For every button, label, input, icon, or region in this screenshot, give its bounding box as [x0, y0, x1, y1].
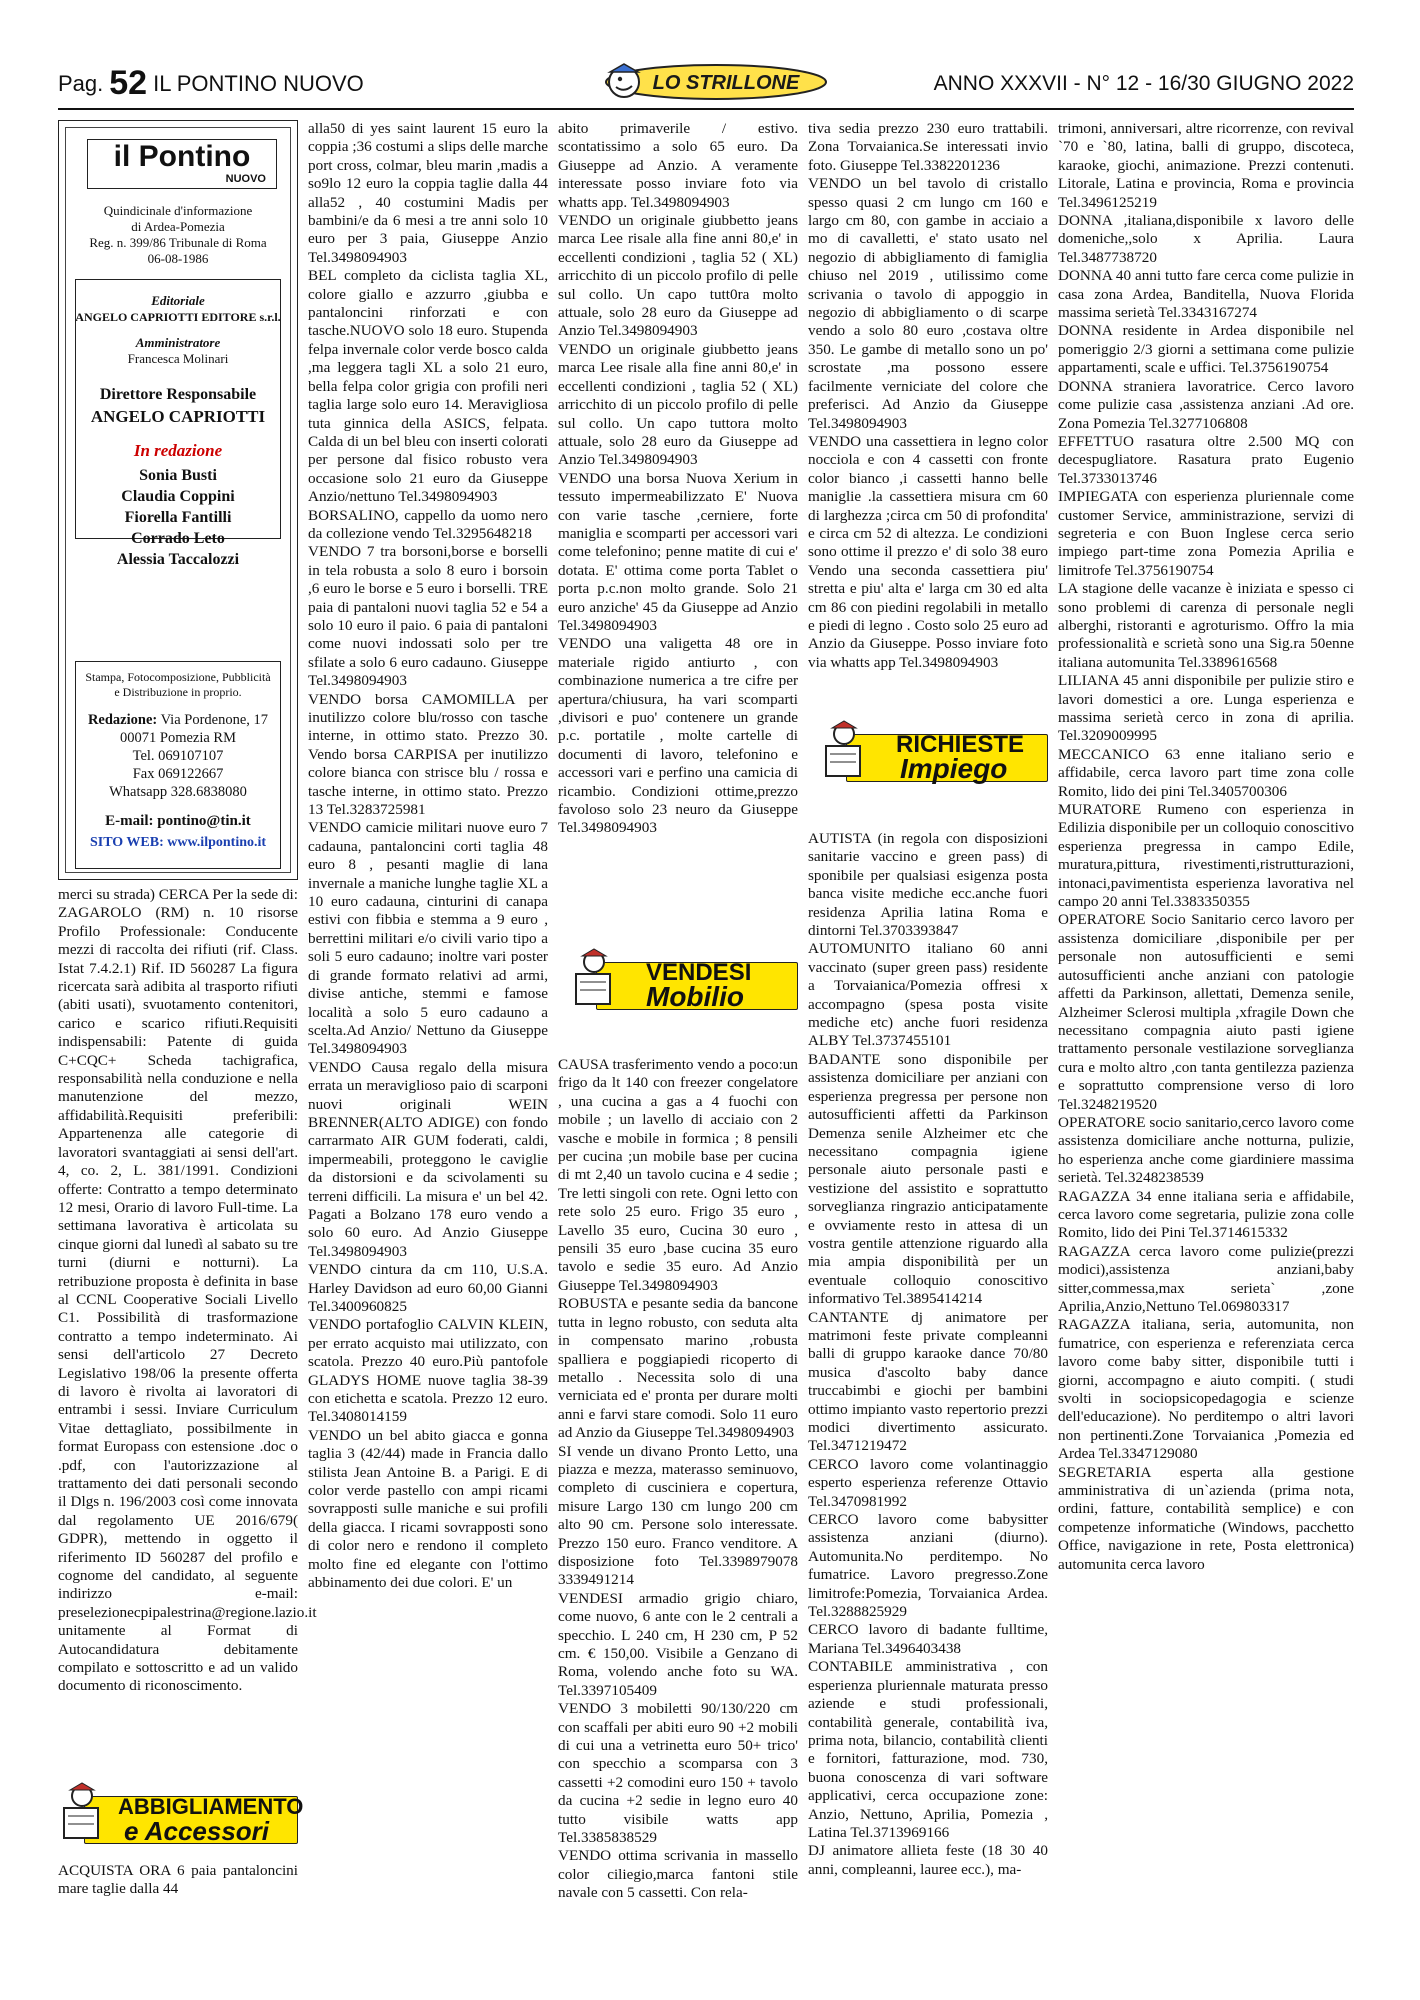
classified-ad: RAGAZZA 34 enne italiana seria e affidabile, cerca lavoro come segretaria, pulizie zona colle Romito, lido dei Pini Tel.3714615332	[1058, 1187, 1354, 1242]
amministratore-name: Francesca Molinari	[127, 351, 229, 366]
direttore-label: Direttore Responsabile	[99, 386, 257, 403]
redazione-label: In redazione	[133, 441, 223, 460]
paper-name: IL PONTINO NUOVO	[153, 71, 364, 96]
classified-ad: VENDO 3 mobiletti 90/130/220 cm con scaffali per abiti euro 90 +2 mobili di cui una a vetrinetta euro 50+ trico' con specchio a scomparsa con 3 cassetti +2 comodini euro 150 + tavolo da cucina +2 sedie in legno euro 40 tutto visibile watts app Tel.3385838529	[558, 1700, 798, 1847]
classified-ad: VENDO un bel tavolo di cristallo spesso quasi 2 cm lungo cm 160 e largo cm 80, con gambe in acciaio a mo di cavalletti, e' stato usato nel negozio di abbigliamento di famiglia chiuso nel 2019 , utilissimo come scrivania o tavolo di appoggio in negozio di abbigliamento o di scarpe vendo a solo 80 euro ,costava oltre 350. Le gambe di metallo sono un po' scrostate ,ma possono essere facilmente verniciate del colore che preferisci. Ad Anzio da Giuseppe Tel.3498094903	[808, 175, 1048, 432]
banner-line-1: RICHIESTE	[896, 731, 1025, 758]
banner-line-2: Mobilio	[646, 981, 744, 1012]
banner-line-1: ABBIGLIAMENTO	[118, 1794, 304, 1819]
issue-info: ANNO XXXVII - N° 12 - 16/30 GIUGNO 2022	[933, 72, 1354, 95]
classified-ad: DONNA 40 anni tutto fare cerca come pulizie in casa zona Ardea, Banditella, Nuova Florida massima serietà Tel.3343167274	[1058, 267, 1354, 322]
classified-ad: BADANTE sono disponibile per assistenza domiciliare per anziani con esperienza pregressa per persone non autosufficienti affetti da Parkinson Demenza senile Alzheimer etc che necessitano compagnia igiene personale aiuto personale pasti e vestizione del assistito e soprattutto sorveglianza ringrazio anticipatamente e ovviamente resto in attesa di un vostra gentile attenzione riguardo alla mia ampia disponibilità per un eventuale colloquio conoscitivo informativo Tel.3895414214	[808, 1050, 1048, 1308]
classified-ad: VENDO camicie militari nuove euro 7 cadauna, pantaloncini corti taglia 48 euro 8 , pesanti maglie di lana invernale a maniche lunghe taglie XL a 10 euro cadauna, cinturini di canapa estivi con fibbia e stemma a 9 euro , berrettini militari e/o civili vario tipo a soli 5 euro cadauno; inoltre vari poster di grande formato relativi ad armi, divise antiche, stemmi e famose località a solo 5 euro cadauno a scelta.Ad Anzio/ Nettuno da Giuseppe Tel.3498094903	[308, 819, 548, 1058]
masthead-info-1: Quindicinale d'informazione	[103, 203, 253, 218]
classified-ad: CERCO lavoro come volantinaggio esperto esperienza referenze Ottavio Tel.3470981992	[808, 1455, 1048, 1510]
classified-ad: SEGRETARIA esperta alla gestione amministrativa di un`azienda (prima nota, ordini, fatture, contabilità semplice) e con competenze informatiche (Windows, pacchetto Office, navigazione in rete, Posta elettronica) automunita cerca lavoro	[1058, 1463, 1354, 1573]
classified-ad: ROBUSTA e pesante sedia da bancone tutta in legno robusto, con seduta alta in compensato marino ,robusta spalliera e poggiapiedi ricoperto di metallo . Necessita solo di una verniciata ed e' pronta per durare molti anni e farvi stare comodi. Solo 11 euro ad Anzio da Giuseppe Tel.3498094903	[558, 1295, 798, 1442]
classified-ad: MECCANICO 63 enne italiano serio e affidabile, cerca lavoro part time zona colle Romito, lido dei pini Tel.3405700306	[1058, 745, 1354, 800]
section-banner-abbigliamento	[58, 1778, 304, 1848]
logo-text: LO STRILLONE	[652, 72, 800, 94]
column-1	[58, 886, 317, 1696]
address-line-2: 00071 Pomezia RM	[120, 730, 236, 746]
email-link[interactable]: E-mail: pontino@tin.it	[105, 813, 251, 829]
staff-member: Alessia Taccalozzi	[116, 551, 240, 568]
classified-ad: DONNA ,italiana,disponibile x lavoro delle domeniche,,solo x Aprilia. Laura Tel.3487738720	[1058, 212, 1354, 266]
classified-ad: OPERATORE socio sanitario,cerco lavoro come assistenza domiciliare anche notturna, pulizie, ho esperienza anche come giardiniere massima serietà. Tel.3248238539	[1058, 1113, 1354, 1187]
editoriale-name: ANGELO CAPRIOTTI EDITORE s.r.l.	[75, 310, 281, 324]
classified-ad: CONTABILE amministrativa , con esperienza pluriennale maturata presso aziende e studi professionali, contabilità generale, contabilità iva, prima nota, bilancio, contabilità clienti e fornitori, fatturazione, mod. 730, buona conoscenza di vari software applicativi, cerca occupazione zone: Anzio, Nettuno, Aprilia, Pomezia , Latina Tel.3713969166	[808, 1658, 1048, 1841]
column-3-mobilio	[558, 1056, 798, 1903]
staff-member: Claudia Coppini	[121, 488, 235, 505]
classified-ad: RAGAZZA italiana, seria, automunita, non fumatrice, con esperienza e referenziata cerca lavoro come baby sitter, disponibile tutti i giorni, accompagno e aiuto compiti. ( studi svolti in sociopsicopedagogia e scienze dell'educazione). No perditempo o altri lavori non pertinenti.Zone Torvaianica ,Pomezia ed Ardea Tel.3347129080	[1058, 1316, 1354, 1463]
header-left	[58, 64, 364, 103]
classified-ad: merci su strada) CERCA Per la sede di: ZAGAROLO (RM) n. 10 risorse Profilo Professionale: Conducente mezzi di raccolta dei rifiuti (rif. Class. Istat 7.4.2.1) Rif. ID 560287 La figura ricercata sarà adibita al trasporto rifiuti (abiti usati), svuotamento contenitori, carico e scarico rifiuti.Requisiti indispensabili: Patente di guida C+CQC+ Scheda tachigrafica, responsabilità nella conduzione e nella manutenzione del mezzo, affidabilità.Requisiti preferibili: Appartenenza alle categorie di lavoratori svantaggiati ai sensi dell'art. 4, co. 2, L. 381/1991. Condizioni offerte: Contratto a tempo determinato 12 mesi, Orario di lavoro Full-time. La settimana lavorativa è articolata su cinque giorni dal lunedì al sabato su tre turni (diurni e notturni). La retribuzione proposta è definita in base al CCNL Cooperative Sociali Livello C1. Possibilità di trasformazione contratto a tempo indeterminato. Ai sensi dell'articolo 27 Decreto Legislativo 198/06 la presente offerta di lavoro è rivolta ai lavoratori di entrambi i sessi. Inviare Curriculum Vitae dettagliato, possibilmente in format Europass con estensione .doc o .pdf, con l'autorizzazione al trattamento dei dati personali secondo il Dlgs n. 196/2003 così come innovata dal regolamento UE 2016/679( GDPR), mettendo in oggetto il riferimento ID 560287 del profilo e cognome del candidato, al seguente indirizzo e-mail: preselezionecpipalestrina@regione.lazio.it unitamente al Format di Autocandidatura debitamente compilato e sottoscritto e ad un valido documento di riconoscimento.	[58, 886, 317, 1695]
classified-ad: LILIANA 45 anni disponibile per pulizie stiro e lavori domestici a ore. Lunga esperienza e massima serietà cerco in zona di aprilia. Tel.3209009995	[1058, 672, 1354, 745]
classified-ad: VENDO portafoglio CALVIN KLEIN, per errato acquisto mai utilizzato, con scatola. Prezzo 40 euro.Più pantofole GLADYS HOME nuove taglia 38-39 con etichetta e scatola. Prezzo 12 euro. Tel.3408014159	[308, 1316, 548, 1426]
classified-ad: trimoni, anniversari, altre ricorrenze, con revival `70 e `80, latina, balli di gruppo, discoteca, karaoke, giochi, animazione. Prezzi contenuti. Litorale, Latina e provincia, Roma e provincia Tel.3496125219	[1058, 120, 1354, 211]
masthead-info-2: di Ardea-Pomezia	[131, 219, 225, 234]
classified-ad: alla50 di yes saint laurent 15 euro la coppia ;36 costumi a slips delle marche port cross, colmar, bleu marin ,madis a so9lo 12 euro la coppia taglie dalla 44 alla52 , 40 costumini Madis per bambini/e da 6 mesi a tre anni solo 10 euro per 3 paia, Giuseppe Anzio Tel.3498094903	[308, 120, 548, 266]
newsboy-icon	[820, 720, 876, 782]
column-5	[1058, 120, 1354, 1574]
column-1-bottom	[58, 1862, 298, 1899]
editoriale-label: Editoriale	[151, 293, 205, 308]
contacts	[69, 711, 287, 801]
classified-ad: CERCO lavoro come babysitter assistenza anziani (diurno). Automunita.No perditempo. No fumatrice. Lavoro pregresso.Zone limitrofe:Pomezia, Torvaianica Ardea. Tel.3288825929	[808, 1511, 1048, 1621]
page-number: 52	[109, 64, 148, 102]
classified-ad: VENDO cintura da cm 110, U.S.A. Harley Davidson ad euro 60,00 Gianni Tel.3400960825	[308, 1261, 548, 1315]
section-banner-richieste	[820, 716, 1048, 786]
classified-ad: VENDESI armadio grigio chiaro, come nuovo, 6 ante con le 2 centrali a specchio. L 240 cm, H 230 cm, P 52 cm. € 150,00. Visibile a Genzano di Roma, volendo anche foto su WA. Tel.3397105409	[558, 1589, 798, 1699]
classified-ad: MURATORE Rumeno con esperienza in Edilizia disponibile per un colloquio conoscitivo esperienza pregressa in campo Edile, muratura,pittura, rivestimenti,ristrutturazioni, intonaci,pavimentista esperienza lavorativa nel campo 20 anni Tel.3383350355	[1058, 801, 1354, 911]
print-info-2: e Distribuzione in proprio.	[114, 685, 242, 699]
classified-ad: VENDO 7 tra borsoni,borse e borselli in tela robusta a solo 8 euro i borsoin ,6 euro le borse e 5 euro i borselli. TRE paia di pantaloni nuovi taglia 52 e 54 a solo 10 euro il paio. 6 paia di pantaloni come nuovi indossati solo per tre sfilate a solo 6 euro cadauno. Giuseppe Tel.3498094903	[308, 543, 548, 690]
classified-ad: LA stagione delle vacanze è iniziata e spesso ci sono problemi di carenza di personale negli alberghi, ristoranti e agroturismo. Offro la mia professionalità e scrietà sono una Sig.ra 50enne italiana automunita Tel.3389616568	[1058, 580, 1354, 671]
fax: Fax 069122667	[132, 766, 224, 782]
banner-line-2: Impiego	[900, 753, 1008, 784]
classified-ad: ACQUISTA ORA 6 paia pantaloncini mare taglie dalla 44	[58, 1862, 298, 1898]
column-4	[808, 120, 1048, 672]
classified-ad: IMPIEGATA con esperienza pluriennale come customer Service, amministrazione, servizi di segreteria e con Buon Inglese cerca serio impiego part-time zona Pomezia Aprilia e limitrofe Tel.3756190754	[1058, 488, 1354, 579]
classified-ad: VENDO ottima scrivania in massello color ciliegio,marca fantoni stile navale con 5 cassetti. Con rela-	[558, 1847, 798, 1902]
masthead-subtitle: NUOVO	[225, 173, 266, 185]
classified-ad: DJ animatore allieta feste (18 30 40 anni, compleanni, lauree ecc.), ma-	[808, 1842, 1048, 1878]
classified-ad: AUTOMUNITO italiano 60 anni vaccinato (super green pass) residente a Torvaianica/Pomezia offresi x accompagno (spesa posta visite mediche etc) anche fuori residenza ALBY Tel.3737455101	[808, 940, 1048, 1050]
classified-ad: BORSALINO, cappello da uomo nero da collezione vendo Tel.3295648218	[308, 506, 548, 542]
classified-ad: CERCO lavoro di badante fulltime, Mariana Tel.3496403438	[808, 1621, 1048, 1657]
website-link[interactable]: SITO WEB: www.ilpontino.it	[89, 835, 267, 850]
classified-ad: VENDO una borsa Nuova Xerium in tessuto impermeabilizzato E' Nuova con varie tasche ,cerniere, forte maniglia e scomparti per accessori vari come telefonino; penne matite di cui e' dotata. E' ottima come porta Tablet o porta p.c.non molto grande. Solo 21 euro anziche' 45 da Giuseppe ad Anzio Tel.3498094903	[558, 469, 798, 634]
classified-ad: CAUSA trasferimento vendo a poco:un frigo da lt 140 con freezer congelatore , una cucina a gas a 4 fuochi con mobile ; un lavello di acciaio con 2 vasche e mobile in formica ; 8 pensili per cucina ;un mobile base per cucina di mt 2,40 un tavolo cucina e 4 sedie ; Tre letti singoli con rete. Ogni letto con rete solo 25 euro. Frigo 35 euro , Lavello 35 euro, Cucina 30 euro , pensili 35 euro ,base cucina 35 euro tavolo e sedie 35 euro. Ad Anzio Giuseppe Tel.3498094903	[558, 1056, 798, 1294]
staff-member: Corrado Leto	[131, 530, 225, 547]
classified-ad: EFFETTUO rasatura oltre 2.500 MQ con decespugliatore. Rasatura prato Eugenio Tel.3733013746	[1058, 432, 1354, 487]
classified-ad: SI vende un divano Pronto Letto, una piazza e mezza, materasso seminuovo, completo di cusciniera e copertura, misure Largo 130 cm lungo 200 cm alto 90 cm. Persone solo interessate. Prezzo 150 euro. Franco venditore. A disposizione foto Tel.3398979078 3339491214	[558, 1442, 798, 1589]
header-rule	[58, 108, 1354, 110]
page-label: Pag.	[58, 71, 104, 96]
classified-ad: VENDO Causa regalo della misura errata un meraviglioso paio di scarponi nuovi originali WEIN BRENNER(ALTO ADIGE) con fondo carrarmato AIR GUM foderati, caldi, impermeabili, proteggono le caviglie da distorsioni e da scivolamenti su terreni difficili. La misura e' un bel 42. Pagati a Bolzano 178 euro vendo a solo 60 euro. Ad Anzio Giuseppe Tel.3498094903	[308, 1058, 548, 1260]
classified-ad: tiva sedia prezzo 230 euro trattabili. Zona Torvaianica.Se interessati invio foto. Giuseppe Tel.3382201236	[808, 120, 1048, 174]
classified-ad: AUTISTA (in regola con disposizioni sanitarie vaccino e green pass) di sponibile per qualsiasi esigenza posta banca visite mediche ecc.anche fuori residenza Aprilia latina Roma e dintorni Tel.3703393847	[808, 830, 1048, 940]
classified-ad: RAGAZZA cerca lavoro come pulizie(prezzi modici),assistenza anziani,baby sitter,commessa,max serieta` ,zone Aprilia,Anzio,Nettuno Tel.069803317	[1058, 1242, 1354, 1315]
masthead-info-4: 06-08-1986	[147, 251, 209, 266]
staff-list	[69, 465, 287, 570]
amministratore-label: Amministratore	[135, 335, 221, 350]
direttore-name: ANGELO CAPRIOTTI	[90, 407, 266, 426]
phone: Tel. 069107107	[132, 748, 224, 764]
classified-ad: BEL completo da ciclista taglia XL, colore giallo e azzurro ,giubba e pantaloncini rinforzati e con tasche.NUOVO solo 18 euro. Stupenda felpa invernale color verde bosco calda ,ma leggera tagli XL a solo 21 euro, bella felpa color grigia con profili neri taglia large solo euro 14. Meravigliosa tuta ginnica della ASICS, felpata. Calda di un bel bleu con inserti colorati per persone dal fisico robusto vera occasione solo 21 euro da Giuseppe Anzio/nettuno Tel.3498094903	[308, 267, 548, 506]
staff-member: Fiorella Fantilli	[124, 509, 232, 526]
banner-line-2: e Accessori	[124, 1816, 270, 1846]
classified-ad: VENDO una cassettiera in legno color nocciola e con 4 cassetti con fronte color bianco ,i cassetti hanno belle maniglie .la cassettiera misura cm 60 di larghezza ;circa cm 50 di profondita' e circa cm 52 di altezza. Le condizioni sono ottime il prezzo e' di solo 38 euro Vendo una seconda cassettiera piu' stretta e piu' alta e' larga cm 30 ed alta cm 86 con piedini regolabili in metallo e piedi di legno . Costo solo 25 euro ad Anzio da Giuseppe. Posso inviare foto via whatts app Tel.3498094903	[808, 432, 1048, 671]
classified-ad: CANTANTE dj animatore per matrimoni feste private compleanni balli di gruppo karaoke dance 70/80 musica d'ascolto baby dance truccabimbi e giochi per bambini ottimo impianto vasto repertorio prezzi modici divertimento assicurato. Tel.3471219472	[808, 1308, 1048, 1455]
page-header	[58, 62, 1354, 102]
banner-line-1: VENDESI	[646, 959, 752, 986]
column-3	[558, 120, 798, 838]
classified-ad: VENDO una valigetta 48 ore in materiale rigido antiurto , con combinazione numerica a tre cifre per apertura/chiusura, ha vari scomparti ,divisori e puo' contenere un grande p.c. portatile , molte cartelle di documenti di lavoro, telefonino e accessori vari e perfino una camicia di ricambio. Condizioni ottime,prezzo favoloso solo 23 neuro da Giuseppe Tel.3498094903	[558, 635, 798, 837]
classified-ad: VENDO un originale giubbetto jeans marca Lee risale alla fine anni 80,e' in eccellenti condizioni , taglia 52 ( XL) arricchito di un piccolo profilo di pelle sul collo. Un capo tutt0ra molto attuale, solo 28 euro da Giuseppe ad Anzio Tel.3498094903	[558, 212, 798, 340]
masthead-info-3: Reg. n. 399/86 Tribunale di Roma	[89, 235, 267, 250]
classified-ad: OPERATORE Socio Sanitario cerco lavoro per assistenza domiciliare ,disponibile per per personale non autosufficienti e semi autosufficienti anche anziani con patologie affetti da Parkinson, allettati, Demenza senile, Alzheimer Sclerosi multipla ,xfragile Down che necessitano compagnia aiuto pasti igiene trattamento personale vestilazione sorveglianza cura e molto altro ,con tanta gentilezza pazienza e soprattutto comprensione verso di loro Tel.3248219520	[1058, 911, 1354, 1113]
redazione-addr-label: Redazione:	[87, 712, 158, 728]
address-line-1: Via Pordenone, 17	[160, 712, 269, 728]
column-4-impiego	[808, 830, 1048, 1879]
masthead-title: il Pontino	[113, 140, 251, 173]
classified-ad: VENDO borsa CAMOMILLA per inutilizzo colore blu/rosso con tasche interne, in ottimo stato. Prezzo 30. Vendo borsa CARPISA per inutilizzo colore bianca con strisce blu / rossa e tasche interne, in ottimo stato. Prezzo 13 Tel.3283725981	[308, 690, 548, 819]
column-2	[308, 120, 548, 1593]
staff-member: Sonia Busti	[139, 467, 217, 484]
whatsapp: Whatsapp 328.6838080	[109, 784, 247, 800]
section-banner-vendesi	[570, 944, 798, 1014]
classified-ad: VENDO un originale giubbetto jeans marca Lee risale alla fine anni 80,e' in eccellenti condizioni , taglia 52 ( XL) arricchito di un piccolo profilo di pelle sul collo. Un capo tuttora molto attuale, solo 28 euro da Giuseppe ad Anzio Tel.3498094903	[558, 340, 798, 469]
classified-ad: VENDO un bel abito giacca e gonna taglia 3 (42/44) made in Francia dallo stilista Jean Antoine B. a Parigi. E di color verde pastello con ampi ricami sovrapposti sulle maniche e sui profili della giacca. I ricami sovrapposti sono di color nero e rendono il completo molto fine ed elegante con l'ottimo abbinamento dei due colori. E' un	[308, 1426, 548, 1592]
classified-ad: abito primaverile / estivo. scontatissimo a solo 65 euro. Da Giuseppe ad Anzio. A veramente interessate posso inviare foto via whatts app. Tel.3498094903	[558, 120, 798, 211]
print-info-1: Stampa, Fotocomposizione, Pubblicità	[85, 670, 271, 684]
masthead-title-box	[87, 139, 277, 189]
lo-strillone-logo	[598, 60, 828, 102]
classified-ad: DONNA residente in Ardea disponibile nel pomeriggio 2/3 giorni a settimana come pulizie appartamenti, scale e uffici. Tel.3756190754	[1058, 322, 1354, 377]
masthead-box	[58, 120, 298, 880]
newsboy-icon	[58, 1782, 114, 1844]
classified-ad: DONNA straniera lavoratrice. Cerco lavoro come pulizie casa ,assistenza anziani .Ad ore. Zona Pomezia Tel.3277106808	[1058, 377, 1354, 432]
newsboy-icon	[570, 948, 626, 1010]
